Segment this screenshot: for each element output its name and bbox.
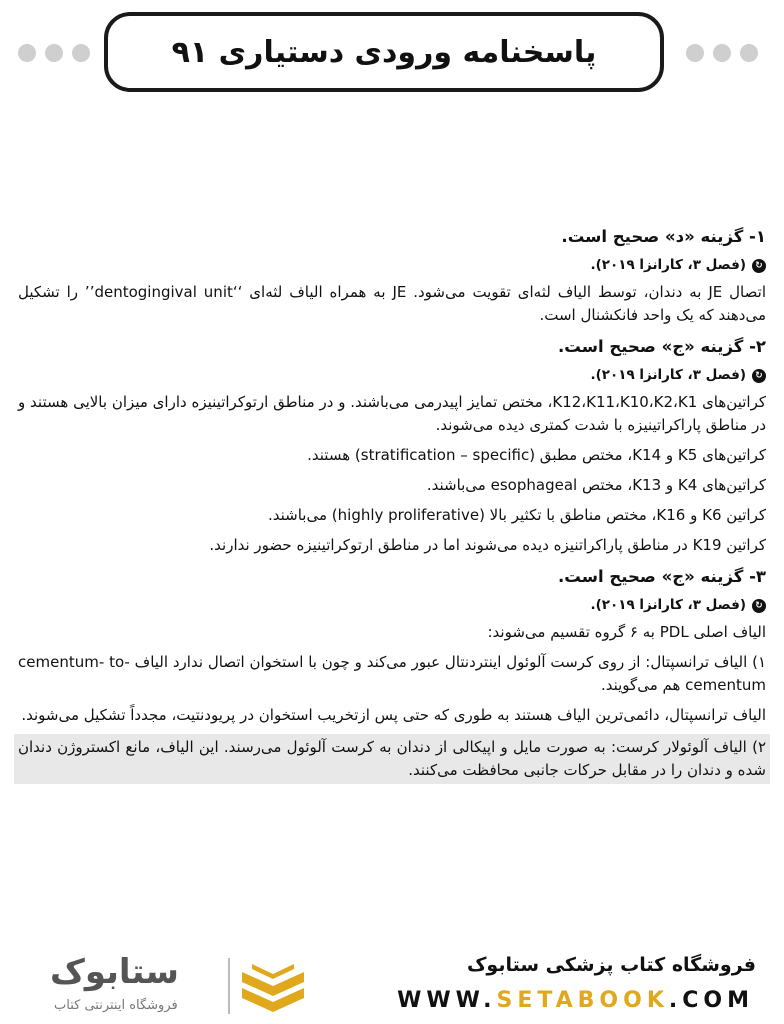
question-1-reference xyxy=(18,254,766,277)
footer xyxy=(0,948,784,1024)
question-2-title: ۲- گزینه «ج» صحیح است. xyxy=(558,337,766,356)
dot-icon xyxy=(72,44,90,62)
question-3-paragraph: ۱) الیاف ترانسپتال: از روی کرست آلوئول اینتردنتال عبور می‌کند و چون با استخوان اتصال ندارد الیاف cementum- to- cementum هم می‌گویند. xyxy=(18,653,766,694)
question-2-paragraph: کراتین K6 و K16، مختص مناطق با تکثیر بالا (highly proliferative) می‌باشند. xyxy=(268,506,766,524)
reference-text: (فصل ۳، کارانزا ۲۰۱۹). xyxy=(590,367,746,383)
decorative-dots-left xyxy=(18,44,90,62)
dot-icon xyxy=(740,44,758,62)
title-box xyxy=(104,12,664,92)
question-3-paragraph: الیاف اصلی PDL به ۶ گروه تقسیم می‌شوند: xyxy=(487,623,766,641)
website-link[interactable] xyxy=(397,988,754,1013)
dot-icon xyxy=(18,44,36,62)
url-suffix: .COM xyxy=(668,988,754,1013)
answer-content xyxy=(18,225,766,791)
question-1-paragraph: اتصال JE به دندان، توسط الیاف لثه‌ای تقویت می‌شود. JE به همراه الیاف لثه‌ای ‘‘dentogingival unit’’ را تشکیل می‌دهند که یک واحد فانکشنال است. xyxy=(18,283,766,324)
dot-icon xyxy=(713,44,731,62)
dot-icon xyxy=(686,44,704,62)
setabook-logo xyxy=(40,952,330,1020)
decorative-dots-right xyxy=(686,44,758,62)
question-1-title: ۱- گزینه «د» صحیح است. xyxy=(561,227,766,246)
question-3-paragraph-shaded: ۲) الیاف آلوئولار کرست: به صورت مایل و اپیکالی از دندان به کرست آلوئول می‌رسند. این الیاف، مانع اکستروژن دندان شده و دندان را در مقابل حرکات جانبی محافظت می‌کنند. xyxy=(14,734,770,784)
reference-icon: ↻ xyxy=(752,599,766,613)
question-3-title: ۳- گزینه «ج» صحیح است. xyxy=(558,567,766,586)
question-3-reference xyxy=(18,594,766,617)
reference-text: (فصل ۳، کارانزا ۲۰۱۹). xyxy=(590,597,746,613)
dot-icon xyxy=(45,44,63,62)
reference-text: (فصل ۳، کارانزا ۲۰۱۹). xyxy=(590,257,746,273)
reference-icon: ↻ xyxy=(752,259,766,273)
question-2-reference xyxy=(18,364,766,387)
url-highlight: SETABOOK xyxy=(496,988,669,1013)
shop-name: فروشگاه کتاب پزشکی ستابوک xyxy=(466,954,756,976)
logo-text: ستابوک xyxy=(50,952,179,992)
chevron-logo-icon xyxy=(238,962,308,1016)
page-title: پاسخنامه ورودی دستیاری ۹۱ xyxy=(171,34,597,70)
reference-icon: ↻ xyxy=(752,369,766,383)
question-2-paragraph: کراتین‌های K5 و K14، مختص مطبق (stratification – specific) هستند. xyxy=(307,446,766,464)
logo-subtitle: فروشگاه اینترنتی کتاب xyxy=(54,998,178,1013)
url-prefix: WWW. xyxy=(397,988,497,1013)
question-2-paragraph: کراتین‌های K12،K11،K10،K2،K1، مختص تمایز اپیدرمی می‌باشند. و در مناطق ارتوکراتینیزه دارای میزان بالایی هستند و در مناطق پاراکراتینیزه با شدت کمتری دیده می‌شوند. xyxy=(18,393,766,434)
question-3-paragraph: الیاف ترانسپتال، دائمی‌ترین الیاف هستند به طوری که حتی پس ازتخریب استخوان در پریودنتیت، مجدداً تشکیل می‌شوند. xyxy=(21,706,766,724)
logo-divider xyxy=(228,958,230,1014)
question-2-paragraph: کراتین K19 در مناطق پاراکراتنیزه دیده می‌شوند اما در مناطق ارتوکراتینیزه حضور ندارند. xyxy=(209,536,766,554)
header xyxy=(0,0,784,110)
question-2-paragraph: کراتین‌های K4 و K13، مختص esophageal می‌باشند. xyxy=(426,476,766,494)
